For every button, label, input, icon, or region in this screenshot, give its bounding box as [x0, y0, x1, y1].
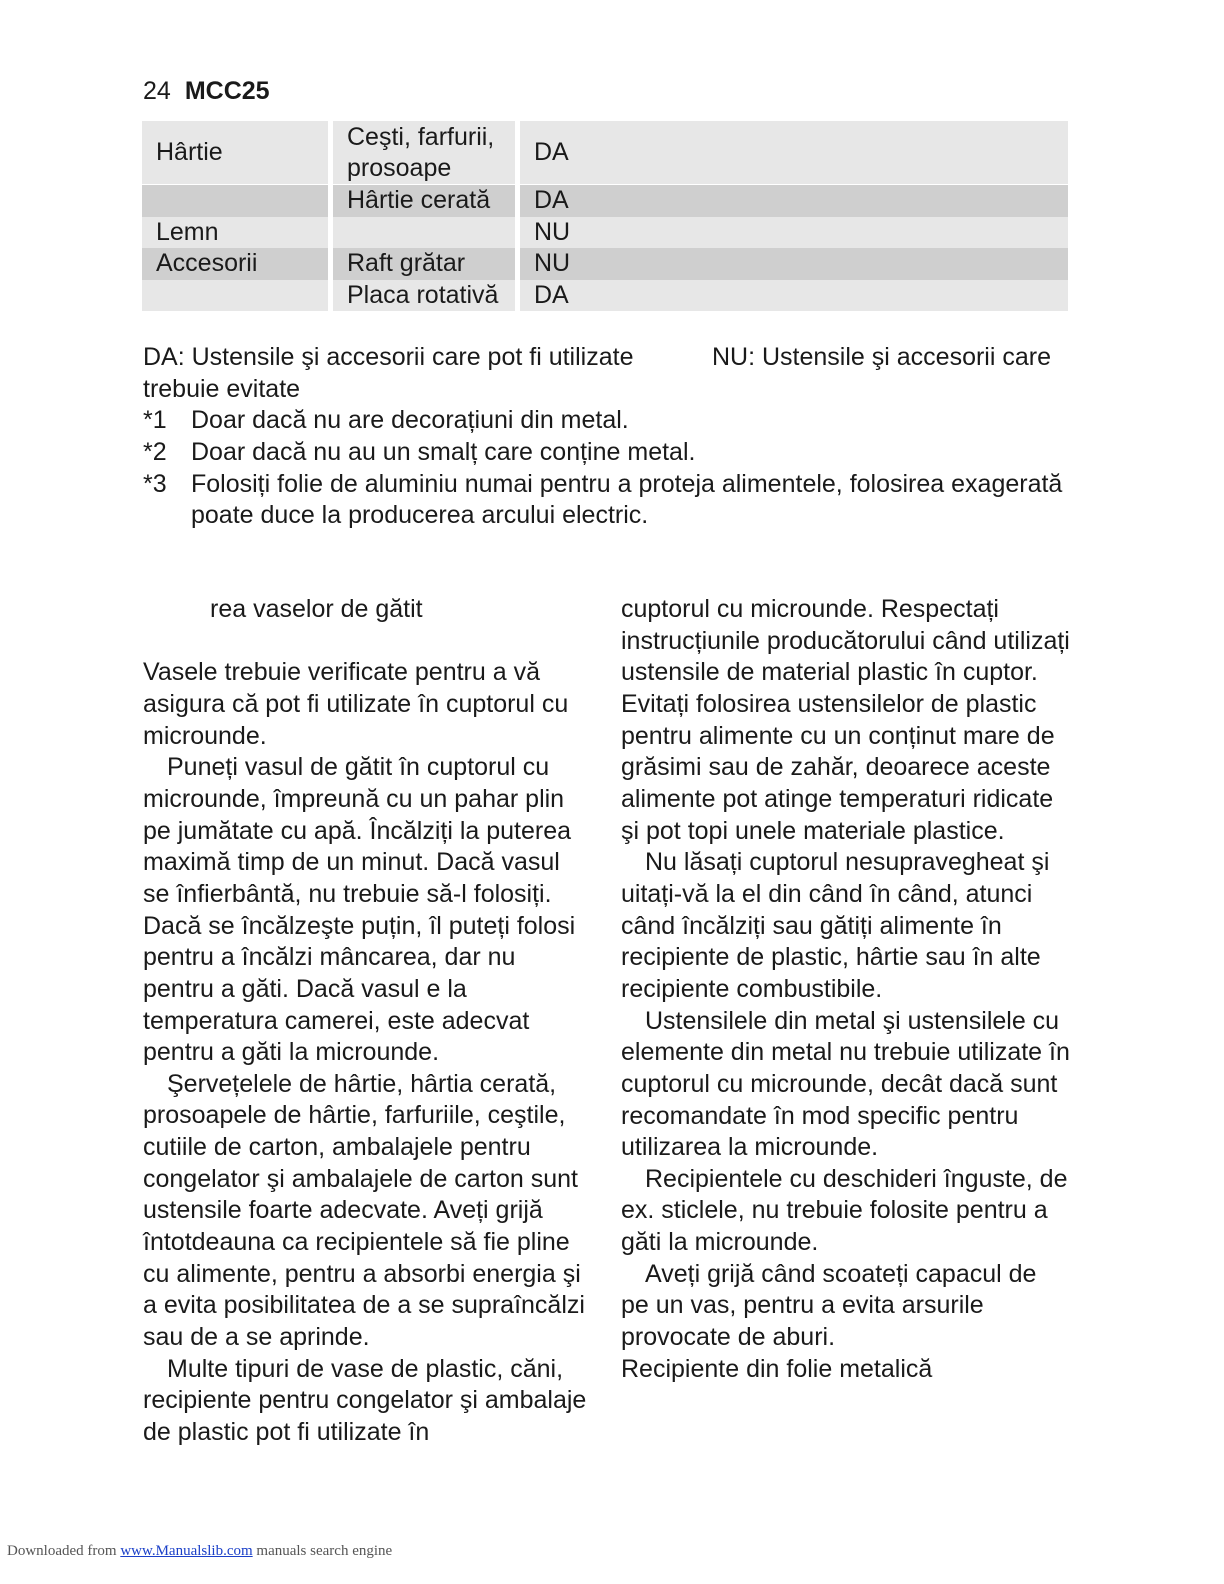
model-name: MCC25	[184, 77, 270, 105]
legend-nu-continued: trebuie evitate	[143, 374, 301, 403]
paragraph: Multe tipuri de vase de plastic, căni, recipiente pentru congelator şi ambalaje de plastic pot fi utilizate în	[143, 1354, 587, 1447]
table-legend	[143, 342, 1073, 532]
item-cell: Raft grătar	[331, 248, 518, 280]
page-number: 24	[143, 77, 171, 105]
material-cell	[142, 280, 331, 312]
footer-prefix: Downloaded from	[7, 1543, 117, 1559]
item-cell: Placa rotativă	[331, 280, 518, 312]
right-column	[621, 594, 1071, 1385]
paragraph: Ustensilele din metal şi ustensilele cu elemente din metal nu trebuie utilizate în cuptorul cu microunde, decât dacă sunt recomandate în mod specific pentru utilizarea la microunde.	[621, 1006, 1070, 1162]
footnote-text: Doar dacă nu au un smalț care conține metal.	[191, 438, 696, 467]
item-cell: Ceşti, farfurii, prosoape	[331, 121, 518, 185]
suitability-cell: DA	[518, 185, 1069, 217]
suitability-cell: NU	[518, 217, 1069, 249]
table-row	[142, 248, 1068, 280]
footnote-mark: *2	[143, 438, 167, 467]
footer-suffix: manuals search engine	[256, 1543, 393, 1559]
footnote	[143, 437, 1073, 469]
legend-nu: NU: Ustensile şi accesorii care	[712, 343, 1051, 371]
subheading: Recipiente din folie metalică	[621, 1354, 933, 1383]
download-footer	[7, 1543, 392, 1560]
section-title: rea vaselor de gătit	[210, 595, 423, 623]
material-cell: Accesorii	[142, 248, 331, 280]
suitability-table	[142, 121, 1068, 311]
footnote-text: Doar dacă nu are decorațiuni din metal.	[191, 406, 629, 435]
paragraph: cuptorul cu microunde. Respectați instrucțiunile producătorului când utilizați ustensile de material plastic în cuptor. Evitați folosirea ustensilelor de plastic pentru alimente cu un conținut mare de grăsimi sau de zahăr, deoarece aceste alimente pot atinge temperaturi ridicate şi pot topi unele materiale plastice.	[621, 595, 1070, 845]
table-row	[142, 185, 1068, 217]
item-cell	[331, 217, 518, 249]
paragraph: Şervețelele de hârtie, hârtia cerată, prosoapele de hârtie, farfuriile, ceştile, cutiile de carton, ambalajele pentru congelator şi ambalajele de carton sunt ustensile foarte adecvate. Aveți grijă întotdeauna ca recipientele să fie pline cu alimente, pentru a absorbi energia şi a evita posibilitatea de a se supraîncălzi sau de a se aprinde.	[143, 1069, 585, 1352]
paragraph: Nu lăsați cuptorul nesupravegheat şi uitați-vă la el din când în când, atunci când încălziți sau gătiți alimente în recipiente de plastic, hârtie sau în alte recipiente combustibile.	[621, 848, 1050, 1003]
table-row	[142, 280, 1068, 312]
footnote-text: Folosiți folie de aluminiu numai pentru a proteja alimentele, folosirea exagerată poate duce la producerea arcului electric.	[191, 469, 1063, 530]
manualslib-link[interactable]: www.Manualslib.com	[120, 1543, 253, 1559]
suitability-cell: DA	[518, 280, 1069, 312]
footnote-mark: *3	[143, 469, 167, 498]
suitability-cell: DA	[518, 121, 1069, 185]
footnote	[143, 469, 1073, 532]
material-cell: Hârtie	[142, 121, 331, 185]
page-header	[143, 74, 270, 108]
suitability-cell: NU	[518, 248, 1069, 280]
material-cell	[142, 185, 331, 217]
item-cell: Hârtie cerată	[331, 185, 518, 217]
paragraph: Aveți grijă când scoateți capacul de pe un vas, pentru a evita arsurile provocate de aburi.	[621, 1259, 1037, 1352]
legend-da: DA: Ustensile şi accesorii care pot fi utilizate	[143, 343, 634, 371]
left-column	[143, 594, 593, 1449]
material-cell: Lemn	[142, 217, 331, 249]
table-row	[142, 217, 1068, 249]
table-row	[142, 121, 1068, 185]
footnote-mark: *1	[143, 406, 167, 435]
footnote	[143, 405, 1073, 437]
paragraph: Recipientele cu deschideri înguste, de ex. sticlele, nu trebuie folosite pentru a găti la microunde.	[621, 1164, 1068, 1257]
paragraph: Vasele trebuie verificate pentru a vă asigura că pot fi utilizate în cuptorul cu microunde.	[143, 658, 569, 750]
paragraph: Puneți vasul de gătit în cuptorul cu microunde, împreună cu un pahar plin pe jumătate cu apă. Încălziți la puterea maximă timp de un minut. Dacă vasul se înfierbântă, nu trebuie să-l folosiți. Dacă se încălzeşte puțin, îl puteți folosi pentru a încălzi mâncarea, dar nu pentru a găti. Dacă vasul e la temperatura camerei, este adecvat pentru a găti la microunde.	[143, 753, 576, 1067]
